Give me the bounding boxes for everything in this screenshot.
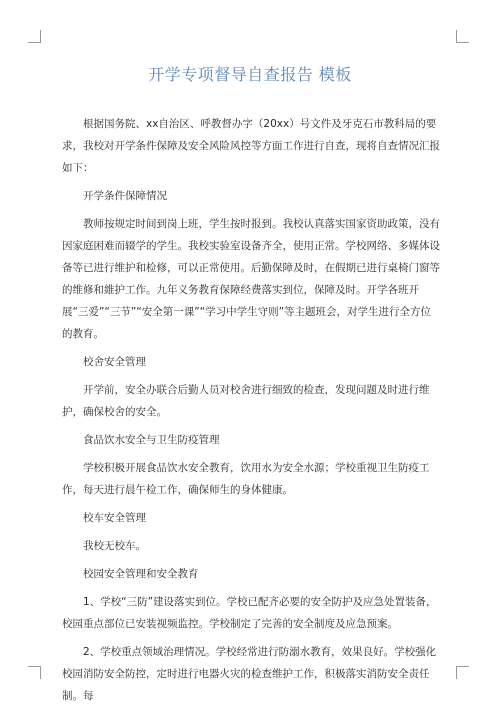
intro-paragraph: 根据国务院、xx自治区、呼教督办字（20xx）号文件及牙克石市教科局的要求，我校对开学条件保障及安全风险风控等方面工作进行自查，现将自查情况汇报如下： [62,118,440,174]
section-heading-food-water: 食品饮水安全与卫生防疫管理 [83,434,220,446]
section-heading-school-building: 校舍安全管理 [83,356,146,368]
campus-safety-item-1: 1、学校“三防”建设落实到位。学校已配齐必要的安全防护及应急处置装备，校园重点部位已安装视频监控。学校制定了完善的安全制度及应急预案。 [62,596,437,630]
document-body [62,113,440,713]
crop-mark-top-right [456,30,469,43]
section-heading-school-bus: 校车安全管理 [83,512,146,524]
section-heading-campus-safety: 校园安全管理和安全教育 [83,568,199,580]
campus-safety-item-2: 2、学校重点领域治理情况。学校经常进行防溺水教育，效果良好。学校强化校园消防安全防控，定时进行电器火灾的检查维护工作，积极落实消防安全责任制。每 [62,646,437,702]
school-bus-paragraph: 我校无校车。 [83,540,146,552]
crop-mark-bottom-right [456,666,469,679]
section-heading-opening-conditions: 开学条件保障情况 [83,190,167,202]
crop-mark-top-left [28,30,41,43]
document-title: 开学专项督导自查报告 模板 [148,65,352,84]
food-water-paragraph: 学校积极开展食品饮水安全教育，饮用水为安全水源；学校重视卫生防疫工作，每天进行晨午检工作，确保师生的身体健康。 [62,462,430,496]
crop-mark-bottom-left [28,666,41,679]
school-building-paragraph: 开学前，安全办联合后勤人员对校舍进行细致的检查，发现问题及时进行维护，确保校舍的安全。 [62,384,430,418]
opening-conditions-paragraph: 教师按规定时间到岗上班，学生按时报到。我校认真落实国家资助政策，没有因家庭困难而辍学的学生。我校实验室设备齐全，使用正常。学校网络、多媒体设备等已进行维护和检修，可以正常使用。后勤保障及时，在假期已进行桌椅门窗等的维修和維护工作。九年义务教育保障经费落实到位，保障及时。开学各班开展“三爱”“三节”“安全第一课”“学习中学生守则”等主题班会，对学生进行全方位的教育。 [62,218,440,340]
